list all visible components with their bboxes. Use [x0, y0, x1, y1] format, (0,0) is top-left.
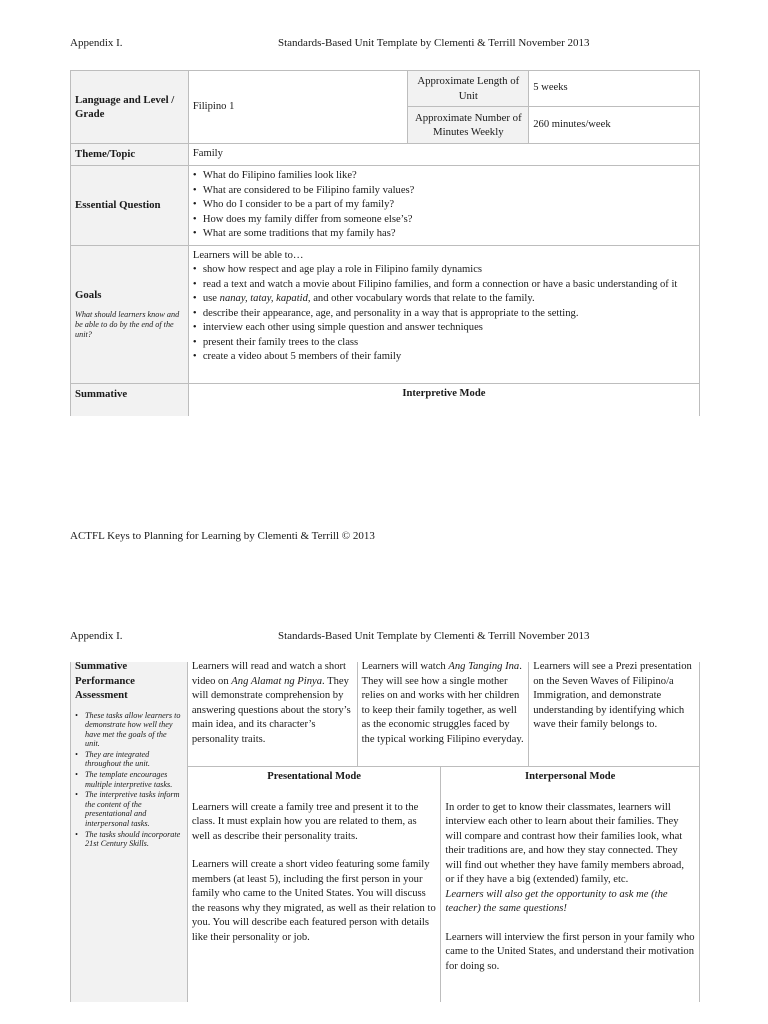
interpretive-task-2 [357, 662, 529, 767]
list-item: • What are some traditions that my family has? [193, 227, 695, 242]
minutes-label: Approximate Number of Minutes Weekly [408, 107, 529, 144]
list-item: • The interpretive tasks inform the content of the presentational and interpersonal tasks. [75, 790, 183, 828]
list-item: • create a video about 5 members of their family [193, 350, 695, 365]
goals-intro: Learners will be able to… [192, 249, 304, 261]
theme-value: Family [188, 144, 699, 166]
page2-header-left: Appendix I. [70, 630, 123, 642]
goal-use-text: use [202, 293, 217, 304]
theme-label: Theme/Topic [71, 144, 189, 166]
language-level-value: Filipino 1 [188, 71, 408, 144]
task1-text-b: . They will demonstrate comprehension by answering questions about the story’s main idea, and its character’s personality traits. [191, 675, 351, 745]
list-item: • What are considered to be Filipino family values? [193, 184, 695, 199]
essential-question-list [193, 169, 695, 242]
length-label: Approximate Length of Unit [408, 71, 529, 107]
presentational-cell [187, 767, 441, 1003]
list-item: • The template encourages multiple interpretive tasks. [75, 770, 183, 789]
assessment-table [70, 662, 700, 1002]
presentational-task-1: Learners will create a family tree and present it to the class. It must explain how you are related to them, as well as describe their personality traits. [191, 801, 419, 842]
page2-header-title: Standards-Based Unit Template by Clementi & Terrill November 2013 [278, 630, 590, 642]
spa-note-21st: The tasks should incorporate 21st Century Skills. [85, 829, 181, 849]
task1-text-a: Learners will read and watch a short video on [191, 662, 346, 687]
presentational-task-2: Learners will create a short video featuring some family members (at least 5), including the first person in your family who came to the United States. You will discuss the reasons why they migrated, as well as their relation to you. You will describe each featured person with details like their personality or job. [191, 859, 436, 943]
page1-header-title: Standards-Based Unit Template by Clementi & Terrill November 2013 [278, 37, 590, 49]
page2-table-clip [70, 662, 700, 1002]
list-item: • What do Filipino families look like? [193, 169, 695, 184]
task1-title: Ang Alamat ng Pinya [231, 675, 323, 687]
interpretive-task-1 [187, 662, 357, 767]
goals-label: Goals [75, 288, 102, 301]
summative-label-partial: Summative [71, 383, 189, 416]
presentational-mode-heading: Presentational Mode [267, 771, 361, 782]
page1-footer: ACTFL Keys to Planning for Learning by Clementi & Terrill © 2013 [70, 530, 375, 542]
goals-cell [188, 245, 699, 383]
list-item: • interview each other using simple question and answer techniques [193, 321, 695, 336]
task2-text-b: . They will see how a single mother relies on and works with her children to keep their family together, as well as the economic struggles faced by the typical working Filipino everyday. [361, 662, 524, 745]
goals-list [193, 263, 695, 365]
length-value: 5 weeks [529, 71, 700, 107]
list-item: • show how respect and age play a role in Filipino family dynamics [193, 263, 695, 278]
interpersonal-cell [441, 767, 700, 1003]
list-item: • They are integrated throughout the unit. [75, 750, 183, 769]
spa-notes [75, 711, 183, 849]
interpersonal-task-2: Learners will interview the first person in your family who came to the United States, and understand their motivation for doing so. [445, 931, 695, 972]
unit-info-table [70, 70, 700, 416]
list-item: • Who do I consider to be a part of my family? [193, 198, 695, 213]
goal-vocab-italic: nanay, tatay, kapatid, [219, 293, 311, 304]
spa-label: Performance Assessment [75, 674, 135, 701]
list-item [75, 830, 183, 849]
spa-label-cell [71, 662, 188, 1002]
essential-question-cell [188, 166, 699, 246]
interpretive-task-3: Learners will see a Prezi presentation on the Seven Waves of Filipino/a Immigration, and demonstrate understanding by identifying which wave their family belongs to. [529, 662, 700, 767]
language-level-label: Language and Level / Grade [71, 71, 189, 144]
list-item: • How does my family differ from someone else’s? [193, 213, 695, 228]
page1-table-clip [70, 70, 700, 416]
minutes-value: 260 minutes/week [529, 107, 700, 144]
goals-note: What should learners know and be able to do by the end of the unit? [75, 310, 180, 340]
interpersonal-task-1: In order to get to know their classmates, learners will interview each other to learn about their families. They will compare and contrast how their families look, what their traditions are, and how they stay connected. They will find out whether they have family members abroad, or if they have a big (extended) family, etc. [445, 801, 685, 885]
interpersonal-task-1-note: Learners will also get the opportunity to ask me (the teacher) the same questions! [445, 888, 668, 914]
interpretive-mode-heading: Interpretive Mode [188, 383, 699, 416]
list-item: • describe their appearance, age, and personality in a way that is appropriate to the setting. [193, 307, 695, 322]
task2-text-a: Learners will watch [361, 662, 449, 672]
spa-label-top: Summative [75, 662, 128, 672]
list-item [193, 292, 695, 307]
list-item: • These tasks allow learners to demonstrate how well they have met the goals of the unit. [75, 711, 183, 749]
list-item: • read a text and watch a movie about Filipino families, and form a connection or have a basic understanding of it [193, 278, 695, 293]
page1-header-left: Appendix I. [70, 37, 123, 49]
interpersonal-mode-heading: Interpersonal Mode [525, 771, 616, 782]
task2-title: Ang Tanging Ina [448, 662, 520, 672]
essential-question-label: Essential Question [71, 166, 189, 246]
goal-vocab-rest: and other vocabulary words that relate to the family. [310, 293, 535, 304]
list-item: • present their family trees to the class [193, 336, 695, 351]
goals-label-cell [71, 245, 189, 383]
